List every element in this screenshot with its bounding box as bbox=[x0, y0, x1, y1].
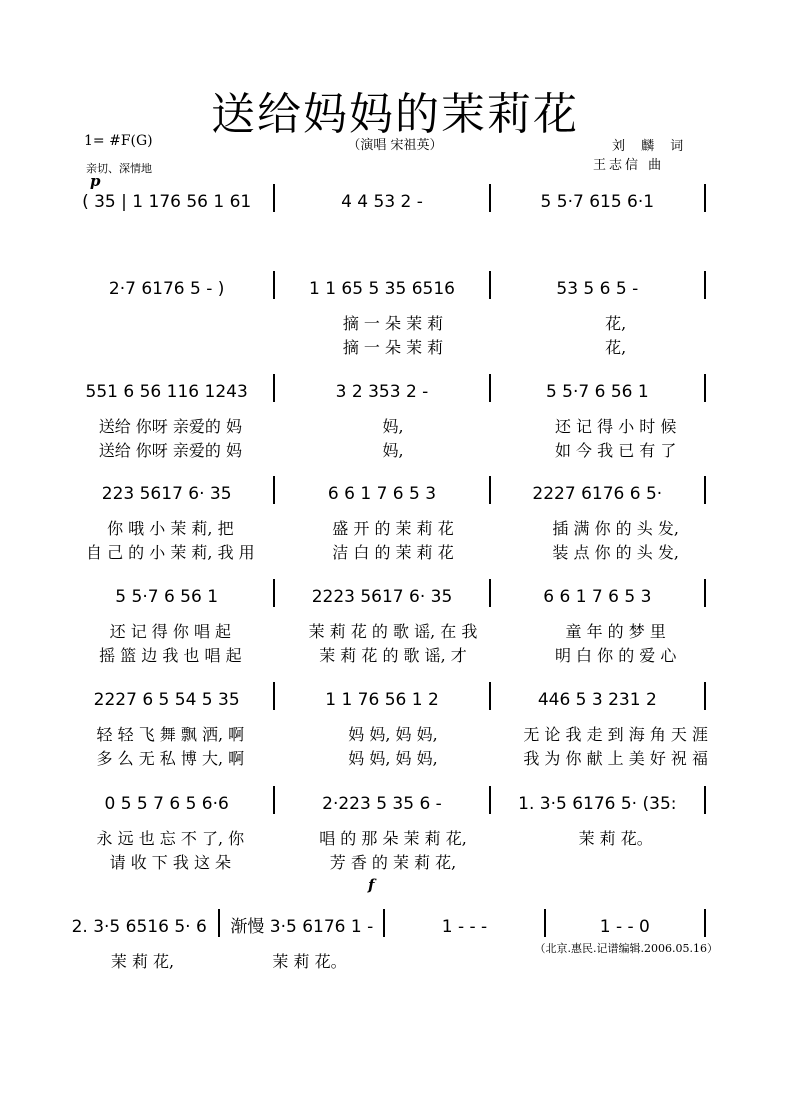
lyric-segment bbox=[70, 311, 271, 334]
measure-group: 5 5·7 615 6·1 bbox=[540, 192, 655, 212]
measure-group: 2223 5617 6· 35 bbox=[311, 587, 453, 607]
score-system bbox=[70, 188, 716, 278]
lyric-segment: 摇 篮 边 我 也 唱 起 bbox=[99, 646, 242, 665]
score-system bbox=[70, 790, 716, 880]
score-system bbox=[70, 275, 716, 365]
lyric-segment: 装 点 你 的 头 发, bbox=[552, 543, 679, 562]
lyric-segment: 轻 轻 飞 舞 飘 洒, 啊 bbox=[96, 725, 245, 744]
measure-group: 53 5 6 5 - bbox=[556, 279, 639, 299]
measure-group: 3 2 353 2 - bbox=[335, 382, 429, 402]
notation-line bbox=[70, 480, 716, 504]
lyric-line bbox=[70, 746, 716, 769]
lyric-segment: 请 收 下 我 这 朵 bbox=[109, 853, 232, 872]
lyric-segment: 花, bbox=[605, 314, 627, 333]
lyric-line bbox=[70, 619, 716, 642]
lyric-segment: 洁 白 的 茉 莉 花 bbox=[332, 543, 454, 562]
measure-group: 4 4 53 2 - bbox=[341, 192, 423, 212]
lyricist: 刘 麟 词 bbox=[612, 139, 690, 154]
lyric-line bbox=[70, 311, 716, 334]
measure-group: 5 5·7 6 56 1 bbox=[115, 587, 219, 607]
song-title: 送给妈妈的茉莉花 bbox=[211, 89, 579, 140]
notation-line bbox=[70, 275, 716, 299]
lyric-segment: 自 己 的 小 茉 莉, 我 用 bbox=[85, 543, 255, 562]
lyric-line bbox=[70, 826, 716, 849]
lyric-segment: 妈, bbox=[382, 441, 404, 460]
lyric-segment: 茉 莉 花。 bbox=[272, 952, 347, 971]
measure-group: 446 5 3 231 2 bbox=[537, 690, 657, 710]
score-system bbox=[70, 378, 716, 468]
measure-group: 1 - - - bbox=[441, 917, 488, 937]
lyric-segment: 送给 你呀 亲爱的 妈 bbox=[98, 417, 242, 436]
lyric-segment: 童 年 的 梦 里 bbox=[565, 622, 666, 641]
measure-group: 2. 3·5 6516 5· 6 bbox=[71, 917, 207, 937]
notation-line bbox=[70, 686, 716, 710]
lyric-segment: 你 哦 小 茉 莉, 把 bbox=[107, 519, 234, 538]
composer: 王志信 曲 bbox=[593, 158, 665, 173]
measure-group: 2227 6 5 54 5 35 bbox=[93, 690, 240, 710]
score-system bbox=[70, 686, 716, 776]
lyric-line bbox=[70, 540, 716, 563]
lyric-segment: 如 今 我 已 有 了 bbox=[554, 441, 677, 460]
measure-group: 渐慢 3·5 6176 1 - bbox=[230, 917, 374, 937]
lyric-segment: 妈, bbox=[382, 417, 404, 436]
notation-line bbox=[70, 378, 716, 402]
lyric-segment: 妈 妈, 妈 妈, bbox=[348, 725, 438, 744]
measure-group: 551 6 56 116 1243 bbox=[85, 382, 248, 402]
lyric-segment: 无 论 我 走 到 海 角 天 涯 bbox=[523, 725, 709, 744]
lyric-segment: 茉 莉 花 的 歌 谣, 才 bbox=[319, 646, 467, 665]
lyric-line bbox=[70, 438, 716, 461]
credit-line: （北京.惠民.记谱编辑.2006.05.16） bbox=[534, 942, 718, 955]
lyric-segment bbox=[515, 850, 716, 873]
lyric-segment: 明 白 你 的 爱 心 bbox=[554, 646, 677, 665]
lyric-line bbox=[70, 335, 716, 358]
notation-line bbox=[70, 188, 716, 212]
score-system bbox=[70, 480, 716, 570]
measure-group: 0 5 5 7 6 5 6·6 bbox=[104, 794, 229, 814]
lyric-segment: 茉 莉 花 的 歌 谣, 在 我 bbox=[308, 622, 478, 641]
lyric-segment: 茉 莉 花。 bbox=[578, 829, 653, 848]
score-system bbox=[70, 913, 716, 1003]
measure-group: 1. 3·5 6176 5· (35: bbox=[518, 794, 677, 814]
dynamic-p: p bbox=[90, 172, 101, 190]
lyric-segment: 摘 一 朵 茉 莉 bbox=[342, 314, 444, 333]
lyric-segment: 送给 你呀 亲爱的 妈 bbox=[98, 441, 242, 460]
lyric-segment: 还 记 得 小 时 候 bbox=[554, 417, 677, 436]
measure-group: 1 1 65 5 35 6516 bbox=[308, 279, 455, 299]
measure-group: 5 5·7 6 56 1 bbox=[545, 382, 649, 402]
dynamic-f: f bbox=[368, 876, 375, 894]
lyric-line bbox=[70, 722, 716, 745]
lyric-line bbox=[70, 516, 716, 539]
lyric-segment: 妈 妈, 妈 妈, bbox=[348, 749, 438, 768]
measure-group: 6 6 1 7 6 5 3 bbox=[327, 484, 437, 504]
measure-group: 223 5617 6· 35 bbox=[101, 484, 232, 504]
performer: （演唱 宋祖英） bbox=[347, 138, 443, 153]
measure-group: 2·7 6176 5 - ) bbox=[108, 279, 225, 299]
lyric-segment: 摘 一 朵 茉 莉 bbox=[342, 338, 444, 357]
lyric-segment: 茉 莉 花, bbox=[110, 952, 175, 971]
measure-group: 2227 6176 6 5· bbox=[532, 484, 663, 504]
measure-group: 1 - - 0 bbox=[599, 917, 650, 937]
lyric-line bbox=[70, 850, 716, 873]
measure-group: 1 1 76 56 1 2 bbox=[325, 690, 439, 710]
lyric-segment: 还 记 得 你 唱 起 bbox=[109, 622, 232, 641]
key-signature: 1= #F(G) bbox=[84, 133, 153, 149]
measure-group: 6 6 1 7 6 5 3 bbox=[543, 587, 652, 607]
notation-line bbox=[70, 790, 716, 814]
lyric-segment: 永 远 也 忘 不 了, 你 bbox=[96, 829, 245, 848]
expression-mark: 亲切、深情地 bbox=[86, 162, 152, 175]
lyric-segment bbox=[70, 335, 271, 358]
notation-line bbox=[70, 913, 716, 937]
lyric-segment: 盛 开 的 茉 莉 花 bbox=[332, 519, 454, 538]
lyric-segment bbox=[404, 949, 549, 972]
lyric-segment: 我 为 你 献 上 美 好 祝 福 bbox=[523, 749, 709, 768]
lyric-line bbox=[70, 414, 716, 437]
lyric-segment: 唱 的 那 朵 茉 莉 花, bbox=[319, 829, 467, 848]
measure-group: ( 35 | 1 176 56 1 61 bbox=[82, 192, 252, 212]
lyric-segment: 插 满 你 的 头 发, bbox=[552, 519, 679, 538]
lyric-segment: 花, bbox=[605, 338, 627, 357]
lyric-segment: 芳 香 的 茉 莉 花, bbox=[329, 853, 457, 872]
score-system bbox=[70, 583, 716, 673]
notation-line bbox=[70, 583, 716, 607]
lyric-line bbox=[70, 643, 716, 666]
lyric-segment: 多 么 无 私 博 大, 啊 bbox=[96, 749, 245, 768]
measure-group: 2·223 5 35 6 - bbox=[322, 794, 442, 814]
